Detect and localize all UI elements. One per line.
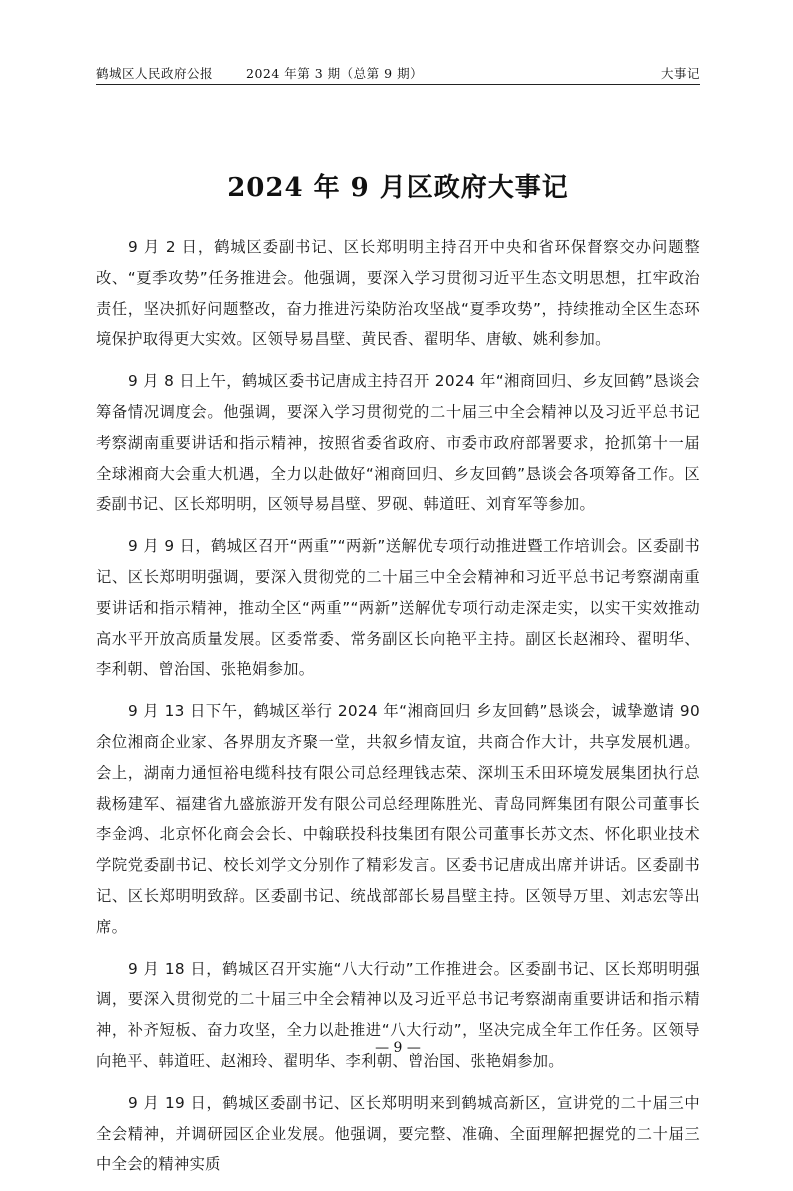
running-header	[96, 60, 700, 82]
header-divider	[96, 84, 700, 85]
gazette-name: 鹤城区人民政府公报	[96, 66, 214, 81]
page-number: — 9 —	[375, 1040, 421, 1056]
paragraph: 9 月 9 日，鹤城区召开“两重”“两新”送解优专项行动推进暨工作培训会。区委副书记、区长郑明明强调，要深入贯彻党的二十届三中全会精神和习近平总书记考察湖南重要讲话和指示精神，推动全区“两重”“两新”送解优专项行动走深走实，以实干实效推动高水平开放高质量发展。区委常委、常务副区长向艳平主持。副区长赵湘玲、翟明华、李利朝、曾治国、张艳娟参加。	[96, 537, 700, 679]
issue-number: 2024 年第 3 期（总第 9 期）	[246, 66, 424, 81]
paragraph: 9 月 2 日，鹤城区委副书记、区长郑明明主持召开中央和省环保督察交办问题整改、“夏季攻势”任务推进会。他强调，要深入学习贯彻习近平生态文明思想，扛牢政治责任，坚决抓好问题整改，奋力推进污染防治攻坚战“夏季攻势”，持续推动全区生态环境保护取得更大实效。区领导易昌壁、黄民香、翟明华、唐敏、姚利参加。	[96, 238, 700, 349]
paragraph: 9 月 13 日下午，鹤城区举行 2024 年“湘商回归 乡友回鹤”恳谈会，诚挚邀请 90 余位湘商企业家、各界朋友齐聚一堂，共叙乡情友谊，共商合作大计，共享发展机遇。会上，湖南力通恒裕电缆科技有限公司总经理钱志荣、深圳玉禾田环境发展集团执行总裁杨建军、福建省九盛旅游开发有限公司总经理陈胜光、青岛同辉集团有限公司董事长李金鸿、北京怀化商会会长、中翰联投科技集团有限公司董事长苏文杰、怀化职业技术学院党委副书记、校长刘学文分别作了精彩发言。区委书记唐成出席并讲话。区委副书记、区长郑明明致辞。区委副书记、统战部部长易昌壁主持。区领导万里、刘志宏等出席。	[96, 702, 700, 936]
paragraph: 9 月 18 日，鹤城区召开实施“八大行动”工作推进会。区委副书记、区长郑明明强调，要深入贯彻党的二十届三中全会精神以及习近平总书记考察湖南重要讲话和指示精神，补齐短板、奋力攻坚，全力以赴推进“八大行动”，坚决完成全年工作任务。区领导向艳平、韩道旺、赵湘玲、翟明华、李利朝、曾治国、张艳娟参加。	[96, 959, 700, 1070]
paragraph: 9 月 19 日，鹤城区委副书记、区长郑明明来到鹤城高新区，宣讲党的二十届三中全会精神，并调研园区企业发展。他强调，要完整、准确、全面理解把握党的二十届三中全会的精神实质	[96, 1093, 700, 1174]
page-title: 2024 年 9 月区政府大事记	[227, 173, 569, 204]
paragraph: 9 月 8 日上午，鹤城区委书记唐成主持召开 2024 年“湘商回归、乡友回鹤”恳谈会筹备情况调度会。他强调，要深入学习贯彻党的二十届三中全会精神以及习近平总书记考察湖南重要讲话和指示精神，按照省委省政府、市委市政府部署要求，抢抓第十一届全球湘商大会重大机遇，全力以赴做好“湘商回归、乡友回鹤”恳谈会各项筹备工作。区委副书记、区长郑明明，区领导易昌壁、罗砚、韩道旺、刘育军等参加。	[96, 372, 700, 514]
section-name: 大事记	[660, 66, 700, 81]
